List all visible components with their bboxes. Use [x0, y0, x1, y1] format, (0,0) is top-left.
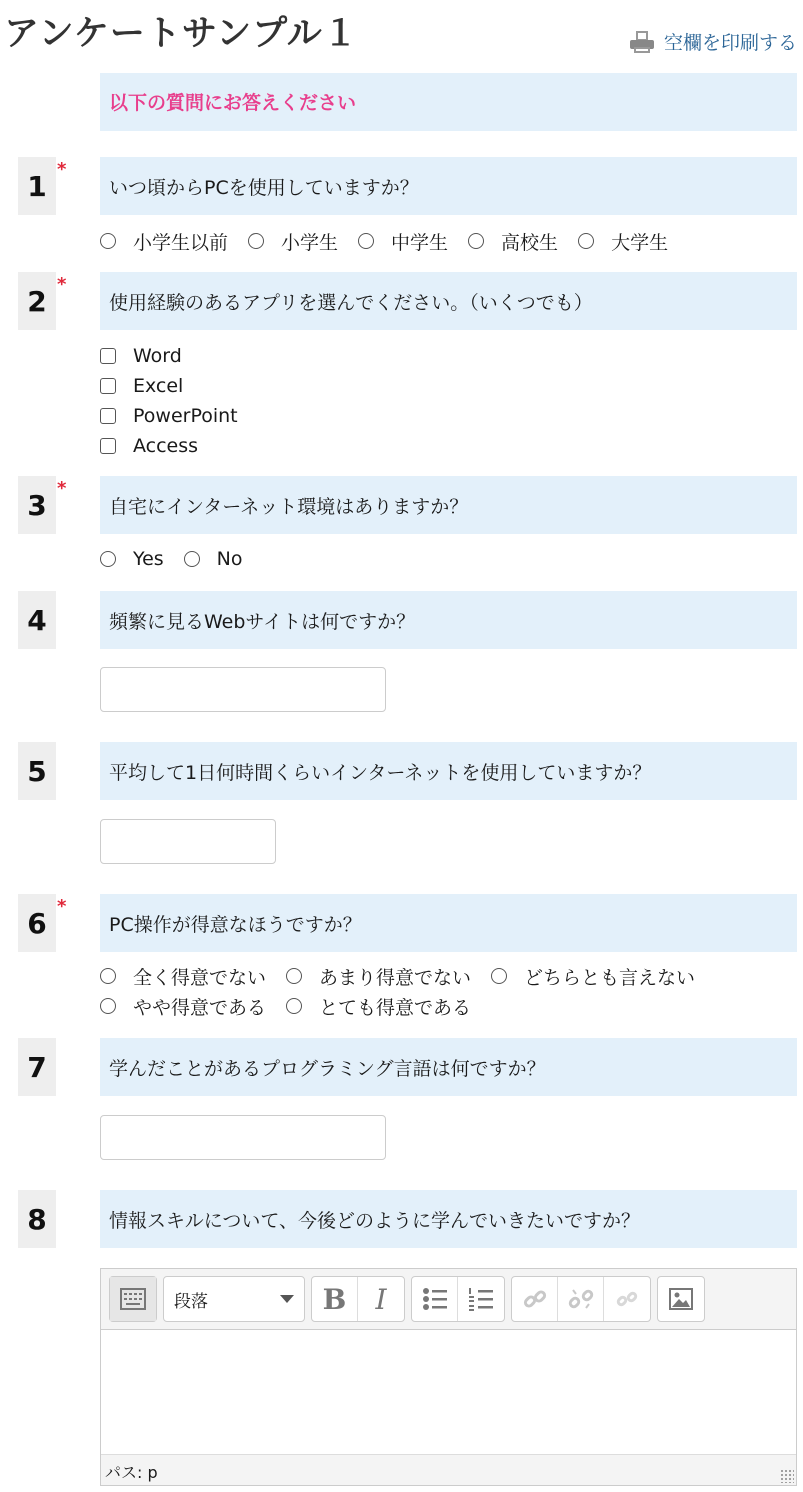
unordered-list-button[interactable]	[412, 1277, 458, 1321]
required-marker: *	[57, 159, 67, 180]
hours-text-input[interactable]	[100, 819, 276, 864]
question-number: 2	[18, 272, 56, 330]
resize-handle-icon[interactable]	[780, 1469, 794, 1483]
toolbar-group	[657, 1276, 705, 1322]
option-label: 大学生	[611, 231, 669, 254]
option-label: 小学生	[281, 231, 339, 254]
anchor-button[interactable]	[604, 1277, 650, 1321]
radio-option[interactable]	[248, 228, 338, 255]
question-label: 頻繁に見るWebサイトは何ですか？	[109, 610, 416, 633]
radio-option[interactable]	[468, 228, 558, 255]
checkbox-option[interactable]	[100, 405, 238, 427]
anchor-link-icon	[614, 1286, 640, 1312]
image-icon	[669, 1288, 693, 1310]
question-label: 情報スキルについて、今後どのように学んでいきたいですか？	[109, 1209, 641, 1232]
page-title: アンケートサンプル１	[4, 14, 359, 54]
intro-banner: 以下の質問にお答えください	[100, 73, 797, 131]
option-label: どちらとも言えない	[524, 966, 696, 989]
insert-image-button[interactable]	[658, 1277, 704, 1321]
radio-button[interactable]	[578, 233, 594, 249]
option-label: 中学生	[391, 231, 449, 254]
radio-option[interactable]	[100, 963, 266, 990]
checkbox-option[interactable]	[100, 375, 183, 397]
radio-option[interactable]	[100, 548, 164, 570]
print-blank-link[interactable]	[630, 28, 797, 55]
option-label: No	[216, 548, 243, 570]
language-text-input[interactable]	[100, 1115, 386, 1160]
radio-button[interactable]	[491, 968, 507, 984]
option-label: Yes	[133, 548, 164, 570]
website-text-input[interactable]	[100, 667, 386, 712]
italic-button[interactable]	[358, 1277, 404, 1321]
question-number: 3	[18, 476, 56, 534]
unlink-icon	[568, 1286, 594, 1312]
question-number: 4	[18, 591, 56, 649]
radio-button[interactable]	[100, 998, 116, 1014]
question-text	[100, 894, 797, 952]
question-text	[100, 272, 797, 330]
radio-button[interactable]	[100, 968, 116, 984]
option-label: あまり得意でない	[319, 966, 472, 989]
question-label: PC操作が得意なほうですか？	[109, 913, 362, 936]
checkbox[interactable]	[100, 438, 116, 454]
element-path: パス: p	[105, 1463, 158, 1482]
format-select-value: 段落	[174, 1291, 208, 1312]
toolbar-toggle-icon[interactable]	[110, 1277, 156, 1321]
radio-option[interactable]	[578, 228, 668, 255]
radio-button[interactable]	[286, 998, 302, 1014]
radio-button[interactable]	[286, 968, 302, 984]
radio-option[interactable]	[100, 228, 228, 255]
radio-option[interactable]	[184, 548, 243, 570]
question-text	[100, 742, 797, 800]
question-text	[100, 157, 797, 215]
radio-group	[100, 961, 715, 1021]
paragraph-format-select[interactable]	[163, 1276, 305, 1322]
question-label: 使用経験のあるアプリを選んでください。（いくつでも）	[109, 291, 593, 314]
option-label: やや得意である	[133, 996, 267, 1019]
question-label: 平均して1日何時間くらいインターネットを使用していますか？	[109, 761, 652, 784]
option-label: Word	[133, 345, 182, 367]
editor-content-area[interactable]	[101, 1330, 796, 1454]
radio-button[interactable]	[468, 233, 484, 249]
editor-toolbar	[101, 1269, 796, 1330]
toolbar-group	[311, 1276, 405, 1322]
checkbox-option[interactable]	[100, 345, 182, 367]
radio-option[interactable]	[286, 963, 471, 990]
checkbox-option[interactable]	[100, 435, 198, 457]
question-label: 学んだことがあるプログラミング言語は何ですか？	[109, 1057, 546, 1080]
radio-button[interactable]	[358, 233, 374, 249]
numbered-list-icon	[468, 1286, 494, 1312]
radio-button[interactable]	[248, 233, 264, 249]
question-number: 7	[18, 1038, 56, 1096]
link-icon	[522, 1286, 548, 1312]
option-label: とても得意である	[319, 996, 472, 1019]
ordered-list-button[interactable]	[458, 1277, 504, 1321]
option-label: 小学生以前	[133, 231, 229, 254]
required-marker: *	[57, 896, 67, 917]
toolbar-group	[411, 1276, 505, 1322]
option-label: Excel	[133, 375, 184, 397]
question-label: 自宅にインターネット環境はありますか？	[109, 495, 469, 518]
radio-option[interactable]	[100, 993, 266, 1020]
radio-button[interactable]	[100, 233, 116, 249]
toolbar-group	[109, 1276, 157, 1322]
question-text	[100, 591, 797, 649]
rich-text-editor	[100, 1268, 797, 1486]
radio-option[interactable]	[491, 963, 695, 990]
radio-button[interactable]	[184, 551, 200, 567]
bold-icon: B	[322, 1282, 347, 1316]
question-text	[100, 1038, 797, 1096]
question-number: 5	[18, 742, 56, 800]
checkbox[interactable]	[100, 378, 116, 394]
editor-statusbar	[101, 1454, 796, 1485]
question-number: 8	[18, 1190, 56, 1248]
question-number: 6	[18, 894, 56, 952]
printer-icon	[630, 31, 654, 53]
question-number: 1	[18, 157, 56, 215]
option-label: PowerPoint	[133, 405, 238, 427]
toolbar-group	[511, 1276, 651, 1322]
question-text	[100, 1190, 797, 1248]
option-label: 高校生	[501, 231, 559, 254]
chevron-down-icon	[280, 1295, 294, 1303]
checkbox-group	[100, 341, 258, 461]
checkbox[interactable]	[100, 348, 116, 364]
question-text	[100, 476, 797, 534]
unlink-button[interactable]	[558, 1277, 604, 1321]
bold-button[interactable]	[312, 1277, 358, 1321]
option-label: Access	[133, 435, 199, 457]
radio-group	[100, 544, 263, 574]
radio-group	[100, 226, 688, 256]
radio-option[interactable]	[358, 228, 448, 255]
link-button[interactable]	[512, 1277, 558, 1321]
question-label: いつ頃からPCを使用していますか？	[109, 176, 419, 199]
italic-icon: I	[375, 1282, 387, 1316]
checkbox[interactable]	[100, 408, 116, 424]
radio-option[interactable]	[286, 993, 471, 1020]
radio-button[interactable]	[100, 551, 116, 567]
print-blank-label[interactable]: 空欄を印刷する	[663, 32, 797, 54]
required-marker: *	[57, 274, 67, 295]
required-marker: *	[57, 478, 67, 499]
option-label: 全く得意でない	[133, 966, 267, 989]
bullet-list-icon	[422, 1287, 448, 1311]
